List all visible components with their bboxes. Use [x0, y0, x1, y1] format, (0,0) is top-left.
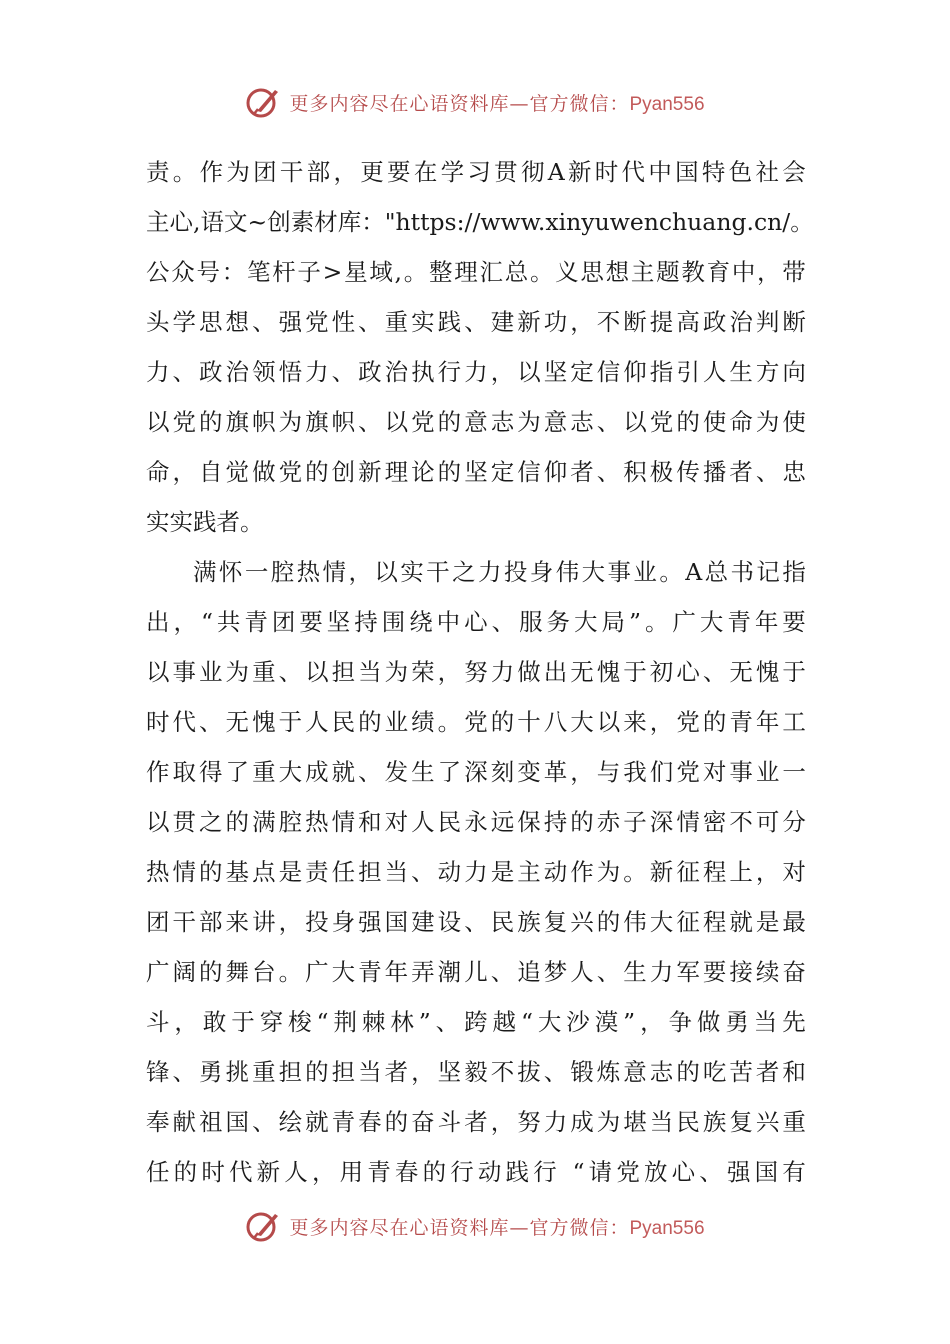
text-line: 斗 ， 敢 于 穿 梭 “ 荆 棘 林 ” 、 跨 越 “ 大 沙 漠 ” ， 争 做 勇 当 先 [146, 1008, 806, 1036]
text-line: 责 。 作 为 团 干 部 ， 更 要 在 学 习 贯 彻 A 新 时 代 中 国 特 色 社 会 [146, 158, 806, 186]
text-line: 出 ， “ 共 青 团 要 坚 持 围 绕 中 心 、 服 务 大 局 ” 。 广 大 青 年 要 [146, 608, 806, 636]
text-line: 广 阔 的 舞 台 。 广 大 青 年 弄 潮 儿 、 追 梦 人 、 生 力 军 要 接 续 奋 [146, 958, 806, 986]
watermark-text: 更多内容尽在心语资料库—官方微信：Pyan556 [289, 92, 705, 115]
text-line: 力 、 政 治 领 悟 力 、 政 治 执 行 力 ， 以 坚 定 信 仰 指 引 人 生 方 向 [146, 358, 806, 386]
quill-logo-icon [245, 84, 281, 120]
text-line: 以 事 业 为 重 、 以 担 当 为 荣 ， 努 力 做 出 无 愧 于 初 心 、 无 愧 于 [146, 658, 806, 686]
text-line: 团 干 部 来 讲 ， 投 身 强 国 建 设 、 民 族 复 兴 的 伟 大 征 程 就 是 最 [146, 908, 806, 936]
text-line: 作 取 得 了 重 大 成 就 、 发 生 了 深 刻 变 革 ， 与 我 们 党 对 事 业 一 [146, 758, 806, 786]
watermark-text: 更多内容尽在心语资料库—官方微信：Pyan556 [289, 1216, 705, 1239]
text-line: 时 代 、 无 愧 于 人 民 的 业 绩 。 党 的 十 八 大 以 来 ， 党 的 青 年 工 [146, 708, 806, 736]
text-line: 满 怀 一 腔 热 情 ， 以 实 干 之 力 投 身 伟 大 事 业 。 A 总 书 记 指 [193, 558, 806, 586]
text-line: 锋 、 勇 挑 重 担 的 担 当 者 ， 坚 毅 不 拔 、 锻 炼 意 志 的 吃 苦 者 和 [146, 1058, 806, 1086]
text-line: 热 情 的 基 点 是 责 任 担 当 、 动 力 是 主 动 作 为 。 新 征 程 上 ， 对 [146, 858, 806, 886]
text-line: 命 ， 自 觉 做 党 的 创 新 理 论 的 坚 定 信 仰 者 、 积 极 传 播 者 、 忠 [146, 458, 806, 486]
text-line: 公 众 号 ： 笔 杆 子 > 星 域 , 。 整 理 汇 总 。 义 思 想 主 题 教 育 中 ， 带 [146, 258, 806, 286]
text-line: 以 党 的 旗 帜 为 旗 帜 、 以 党 的 意 志 为 意 志 、 以 党 的 使 命 为 使 [146, 408, 806, 436]
document-body [146, 147, 814, 1197]
text-line: 主 心 , 语 文 ~ 创 素 材 库 ： "https://www.xinyuwenchuang.cn/ 。 [146, 208, 814, 236]
footer-watermark [0, 1208, 950, 1244]
wechat-id: Pyan556 [629, 93, 705, 115]
text-line: 头 学 思 想 、 强 党 性 、 重 实 践 、 建 新 功 ， 不 断 提 高 政 治 判 断 [146, 308, 806, 336]
quill-logo-icon [245, 1208, 281, 1244]
header-watermark [0, 84, 950, 120]
wechat-id: Pyan556 [629, 1217, 705, 1239]
text-line: 任 的 时 代 新 人 ， 用 青 春 的 行 动 践 行 “ 请 党 放 心 、 强 国 有 [146, 1158, 806, 1186]
text-line: 奉 献 祖 国 、 绘 就 青 春 的 奋 斗 者 ， 努 力 成 为 堪 当 民 族 复 兴 重 [146, 1108, 806, 1136]
text-line: 实 实 践 者 。 [146, 508, 264, 536]
text-line: 以 贯 之 的 满 腔 热 情 和 对 人 民 永 远 保 持 的 赤 子 深 情 密 不 可 分 [146, 808, 806, 836]
